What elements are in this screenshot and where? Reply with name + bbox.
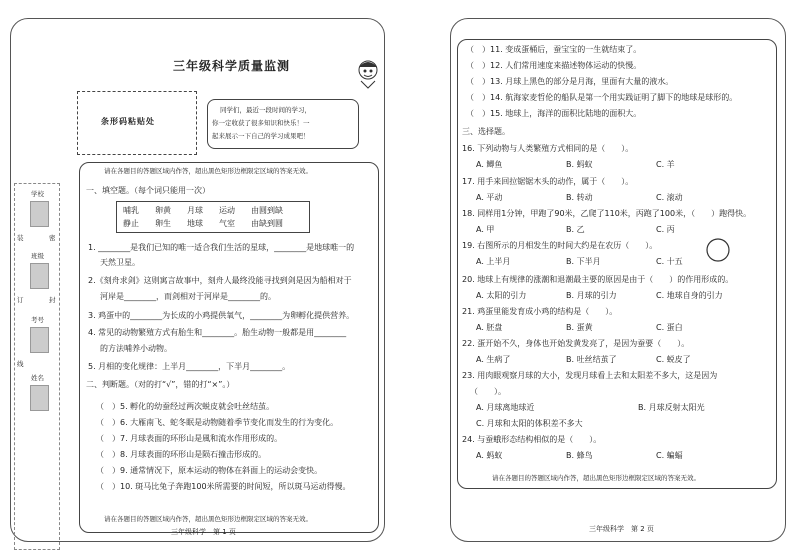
question-5: 5. 月相的变化规律：上半月________，下半月________。 (88, 362, 291, 371)
question-2: 2.《刻舟求剑》这则寓言故事中，刻舟人最终没能寻找到剑是因为船相对于 (88, 276, 352, 285)
q24-option-a[interactable]: A. 蚂蚁 (476, 451, 503, 460)
greeting-line-2: 你一定收获了很多知识和快乐！一 (212, 119, 310, 127)
q20-option-a[interactable]: A. 太阳的引力 (476, 291, 527, 300)
page-footer: 三年级科学 第 1 页 (171, 528, 236, 536)
q20-option-b[interactable]: B. 月球的引力 (566, 291, 617, 300)
q23-option-a[interactable]: A. 月球离地球近 (476, 403, 535, 412)
judgement-15: （ ）15. 地球上，海洋的面积比陆地的面积大。 (466, 109, 642, 118)
question-4: 4. 常见的动物繁殖方式有胎生和________。胎生动物一般都是用________ (88, 328, 347, 337)
question-4-cont: 的方法哺养小动物。 (100, 344, 172, 353)
q19-option-c[interactable]: C. 十五 (656, 257, 683, 266)
name-field[interactable] (30, 385, 49, 411)
student-info-strip (14, 183, 60, 550)
question-1: 1. ________是我们已知的唯一适合我们生活的星球，________是地球唯一的 (88, 243, 355, 252)
class-field[interactable] (30, 263, 49, 289)
q22-option-a[interactable]: A. 生病了 (476, 355, 511, 364)
moon-phase-icon (703, 236, 733, 264)
q23-option-c[interactable]: C. 月球和太阳的体积差不多大 (476, 419, 583, 428)
question-3: 3. 鸡蛋中的________为长成的小鸡提供氧气，________为卵孵化提供营养。 (88, 311, 355, 320)
judgement-14: （ ）14. 航海家麦哲伦的船队是第一个用实践证明了脚下的地球是球形的。 (466, 93, 738, 102)
question-22: 22. 蛋开始不久，身体也开始发黄发亮了，是因为蚕要（ ）。 (462, 339, 690, 348)
judgement-11: （ ）11. 变成蛋桶后，蚕宝宝的一生就结束了。 (466, 45, 642, 54)
cartoon-student-icon (355, 59, 381, 89)
page-title: 三年级科学质量监测 (173, 59, 291, 73)
margin-char: 封 (49, 296, 56, 304)
q16-option-a[interactable]: A. 鲫鱼 (476, 160, 503, 169)
exam-page-2 (450, 18, 786, 542)
q18-option-a[interactable]: A. 甲 (476, 225, 495, 234)
answer-notice-bottom: 请在各题目的答题区域内作答，超出黑色矩形边框限定区域的答案无效。 (492, 474, 700, 482)
q24-option-c[interactable]: C. 蝙蝠 (656, 451, 683, 460)
q16-option-b[interactable]: B. 蚂蚁 (566, 160, 593, 169)
barcode-label: 条形码粘贴处 (101, 117, 155, 126)
word-bank-row-2: 静止 卵生 地球 气室 由缺到圆 (123, 219, 283, 228)
question-16: 16. 下列动物与人类繁殖方式相同的是（ ）。 (462, 144, 634, 153)
q21-option-b[interactable]: B. 蛋黄 (566, 323, 593, 332)
q20-option-c[interactable]: C. 地球自身的引力 (656, 291, 723, 300)
exam-number-field[interactable] (30, 327, 49, 353)
answer-area (457, 39, 777, 489)
judgement-6: （ ）6. 大雁南飞、蛇冬眠是动物随着季节变化而发生的行为变化。 (96, 418, 339, 427)
greeting-line-1: 同学们，最近一段时间的学习， (220, 106, 311, 114)
margin-char: 密 (49, 234, 56, 242)
q18-option-c[interactable]: C. 丙 (656, 225, 675, 234)
judgement-10: （ ）10. 斑马比兔子奔跑100米所需要的时间短，所以斑马运动得慢。 (96, 482, 351, 491)
q22-option-b[interactable]: B. 吐丝结茧了 (566, 355, 617, 364)
q23-option-b[interactable]: B. 月球反射太阳光 (638, 403, 705, 412)
q21-option-a[interactable]: A. 胚盘 (476, 323, 503, 332)
question-23: 23. 用肉眼观察月球的大小，发现月球看上去和太阳差不多大，这是因为 (462, 371, 718, 380)
section-1-heading: 一、填空题。（每个词只能用一次） (86, 186, 210, 195)
q18-option-b[interactable]: B. 乙 (566, 225, 585, 234)
class-label: 班级 (31, 252, 44, 260)
greeting-bubble (207, 99, 359, 149)
question-19: 19. 右图所示的月相发生的时间大约是在农历（ ）。 (462, 241, 658, 250)
question-1-cont: 天然卫星。 (100, 258, 140, 267)
section-2-heading: 二、判断题。（对的打“√”，错的打“×”。） (86, 380, 235, 389)
question-24: 24. 与蚕蛾形态结构相似的是（ ）。 (462, 435, 602, 444)
judgement-7: （ ）7. 月球表面的环形山是風和流水作用形成的。 (96, 434, 283, 443)
q22-option-c[interactable]: C. 蜕皮了 (656, 355, 691, 364)
exam-number-label: 考号 (31, 316, 44, 324)
question-17: 17. 用手来回拉锯锯木头的动作，属于（ ）。 (462, 177, 634, 186)
question-20: 20. 地球上有规律的涨潮和退潮最主要的原因是由于（ ）的作用形成的。 (462, 275, 734, 284)
question-18: 18. 同样用1分钟，甲跑了90米，乙爬了110米，丙跑了100米，（ ）跑得快。 (462, 209, 752, 218)
margin-char: 装 (17, 234, 24, 242)
margin-char: 订 (17, 296, 24, 304)
judgement-12: （ ）12. 人们常用速度来描述物体运动的快慢。 (466, 61, 642, 70)
question-21: 21. 鸡蛋里能发育成小鸡的结构是（ ）。 (462, 307, 618, 316)
q16-option-c[interactable]: C. 羊 (656, 160, 675, 169)
q19-option-b[interactable]: B. 下半月 (566, 257, 601, 266)
q17-option-a[interactable]: A. 平动 (476, 193, 503, 202)
margin-char: 线 (17, 360, 24, 368)
section-3-heading: 三、选择题。 (462, 127, 510, 136)
barcode-area (77, 91, 197, 155)
judgement-13: （ ）13. 月球上黑色的部分是月海，里面有大量的液水。 (466, 77, 674, 86)
page-footer: 三年级科学 第 2 页 (589, 525, 654, 533)
school-label: 学校 (31, 190, 44, 198)
q21-option-c[interactable]: C. 蛋白 (656, 323, 683, 332)
name-label: 姓名 (31, 374, 44, 382)
exam-page-1 (10, 18, 385, 542)
judgement-9: （ ）9. 通常情况下，原本运动的物体在斜面上的运动会变快。 (96, 466, 323, 475)
answer-notice-top: 请在各题目的答题区域内作答，超出黑色矩形边框限定区域的答案无效。 (104, 167, 312, 175)
judgement-8: （ ）8. 月球表面的环形山是陨石撞击形成的。 (96, 450, 267, 459)
q24-option-b[interactable]: B. 蜂鸟 (566, 451, 593, 460)
word-bank-row-1: 哺乳 卵黄 月球 运动 由圆到缺 (123, 206, 283, 215)
school-field[interactable] (30, 201, 49, 227)
question-23-cont: （ ）。 (470, 387, 506, 396)
q19-option-a[interactable]: A. 上半月 (476, 257, 511, 266)
answer-notice-bottom: 请在各题目的答题区域内作答，超出黑色矩形边框限定区域的答案无效。 (104, 515, 312, 523)
greeting-line-3: 起来展示一下自己的学习成果吧！ (212, 132, 310, 140)
q17-option-c[interactable]: C. 滚动 (656, 193, 683, 202)
word-bank (116, 201, 310, 233)
q17-option-b[interactable]: B. 转动 (566, 193, 593, 202)
judgement-5: （ ）5. 孵化的幼蚕经过两次蜕皮就会吐丝结茧。 (96, 402, 275, 411)
question-2-cont: 河岸是________，而剑相对于河岸是________的。 (100, 292, 276, 301)
answer-area (79, 162, 379, 533)
